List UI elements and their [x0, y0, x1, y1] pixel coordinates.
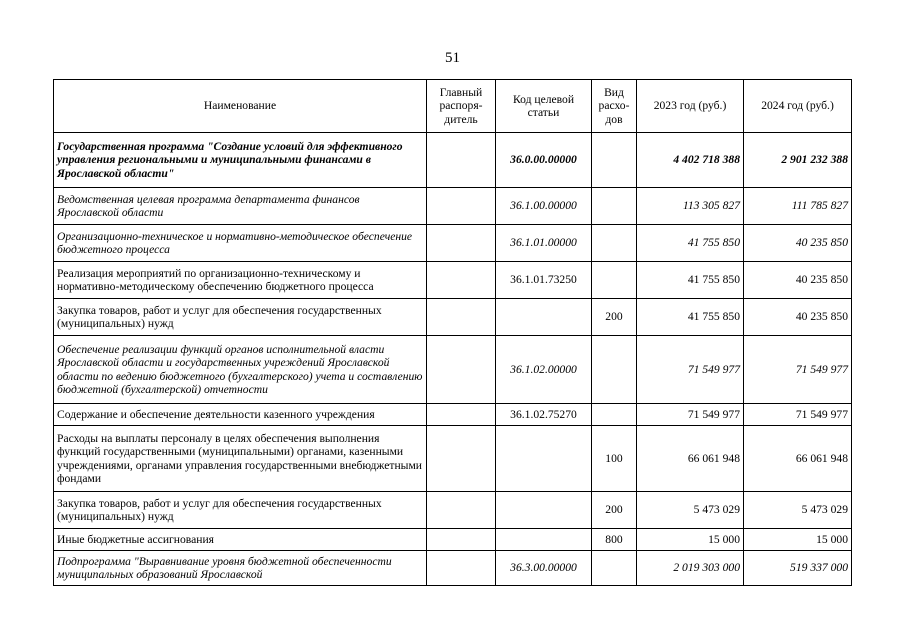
- row-code: [496, 492, 592, 529]
- row-name: Закупка товаров, работ и услуг для обеспечения государственных (муниципальных) нужд: [54, 492, 427, 529]
- row-2024: 519 337 000: [744, 551, 852, 586]
- row-name: Содержание и обеспечение деятельности казенного учреждения: [54, 404, 427, 426]
- row-kind: [592, 336, 637, 404]
- row-2023: 4 402 718 388: [637, 133, 744, 188]
- row-kind: [592, 188, 637, 225]
- row-manager: [427, 336, 496, 404]
- row-name: Организационно-техническое и нормативно-методическое обеспечение бюджетного процесса: [54, 225, 427, 262]
- row-code: 36.1.01.73250: [496, 262, 592, 299]
- row-2023: 41 755 850: [637, 262, 744, 299]
- row-kind: 200: [592, 492, 637, 529]
- table-row: [54, 426, 852, 492]
- row-kind: [592, 262, 637, 299]
- page-number: 51: [445, 50, 460, 66]
- row-2024: 40 235 850: [744, 299, 852, 336]
- row-2023: 113 305 827: [637, 188, 744, 225]
- row-code: [496, 529, 592, 551]
- row-manager: [427, 225, 496, 262]
- row-kind: [592, 225, 637, 262]
- row-2024: 5 473 029: [744, 492, 852, 529]
- row-code: 36.1.00.00000: [496, 188, 592, 225]
- row-2023: 15 000: [637, 529, 744, 551]
- row-manager: [427, 262, 496, 299]
- row-2023: 5 473 029: [637, 492, 744, 529]
- row-2024: 15 000: [744, 529, 852, 551]
- row-kind: 100: [592, 426, 637, 492]
- row-code: [496, 299, 592, 336]
- table-row: [54, 225, 852, 262]
- row-2024: 71 549 977: [744, 404, 852, 426]
- row-name: Закупка товаров, работ и услуг для обеспечения государственных (муниципальных) нужд: [54, 299, 427, 336]
- header-expense-type: Вид расхо-дов: [592, 80, 637, 133]
- table-row: [54, 336, 852, 404]
- row-code: 36.1.01.00000: [496, 225, 592, 262]
- row-code: 36.0.00.00000: [496, 133, 592, 188]
- row-2024: 40 235 850: [744, 262, 852, 299]
- row-2024: 66 061 948: [744, 426, 852, 492]
- budget-table: [53, 79, 852, 586]
- row-name: Реализация мероприятий по организационно-техническому и нормативно-методическому обеспечению бюджетного процесса: [54, 262, 427, 299]
- row-2024: 2 901 232 388: [744, 133, 852, 188]
- row-manager: [427, 426, 496, 492]
- row-manager: [427, 404, 496, 426]
- row-kind: [592, 133, 637, 188]
- row-name: Обеспечение реализации функций органов исполнительной власти Ярославской области и государственных учреждений Ярославской области по ведению бюджетного (бухгалтерского) учета и составлению бюджетной (бухгалтерской) отчетности: [54, 336, 427, 404]
- table-row: [54, 404, 852, 426]
- row-kind: [592, 404, 637, 426]
- table-row: [54, 133, 852, 188]
- table-header-row: [54, 80, 852, 133]
- row-2023: 71 549 977: [637, 336, 744, 404]
- row-2023: 41 755 850: [637, 299, 744, 336]
- row-manager: [427, 492, 496, 529]
- row-code: 36.1.02.00000: [496, 336, 592, 404]
- row-kind: [592, 551, 637, 586]
- row-name: Иные бюджетные ассигнования: [54, 529, 427, 551]
- header-name: Наименование: [54, 80, 427, 133]
- row-manager: [427, 133, 496, 188]
- row-2023: 66 061 948: [637, 426, 744, 492]
- row-2023: 2 019 303 000: [637, 551, 744, 586]
- row-name: Ведомственная целевая программа департамента финансов Ярославской области: [54, 188, 427, 225]
- table-row: [54, 551, 852, 586]
- row-manager: [427, 529, 496, 551]
- table-row: [54, 529, 852, 551]
- row-kind: 200: [592, 299, 637, 336]
- row-2024: 111 785 827: [744, 188, 852, 225]
- row-name: Государственная программа "Создание условий для эффективного управления региональными и муниципальными финансами в Ярославской области": [54, 133, 427, 188]
- row-manager: [427, 551, 496, 586]
- header-2023: 2023 год (руб.): [637, 80, 744, 133]
- table-row: [54, 299, 852, 336]
- table-row: [54, 262, 852, 299]
- header-2024: 2024 год (руб.): [744, 80, 852, 133]
- row-2024: 71 549 977: [744, 336, 852, 404]
- row-code: 36.1.02.75270: [496, 404, 592, 426]
- row-2023: 41 755 850: [637, 225, 744, 262]
- row-manager: [427, 299, 496, 336]
- row-name: Подпрограмма "Выравнивание уровня бюджетной обеспеченности муниципальных образований Ярославской: [54, 551, 427, 586]
- row-2024: 40 235 850: [744, 225, 852, 262]
- row-kind: 800: [592, 529, 637, 551]
- header-manager: Главный распоря-дитель: [427, 80, 496, 133]
- row-manager: [427, 188, 496, 225]
- row-name: Расходы на выплаты персоналу в целях обеспечения выполнения функций государственными (муниципальными) органами, казенными учреждениями, органами управления государственными внебюджетными фондами: [54, 426, 427, 492]
- row-code: 36.3.00.00000: [496, 551, 592, 586]
- header-target-code: Код целевой статьи: [496, 80, 592, 133]
- row-code: [496, 426, 592, 492]
- table-row: [54, 188, 852, 225]
- row-2023: 71 549 977: [637, 404, 744, 426]
- table-row: [54, 492, 852, 529]
